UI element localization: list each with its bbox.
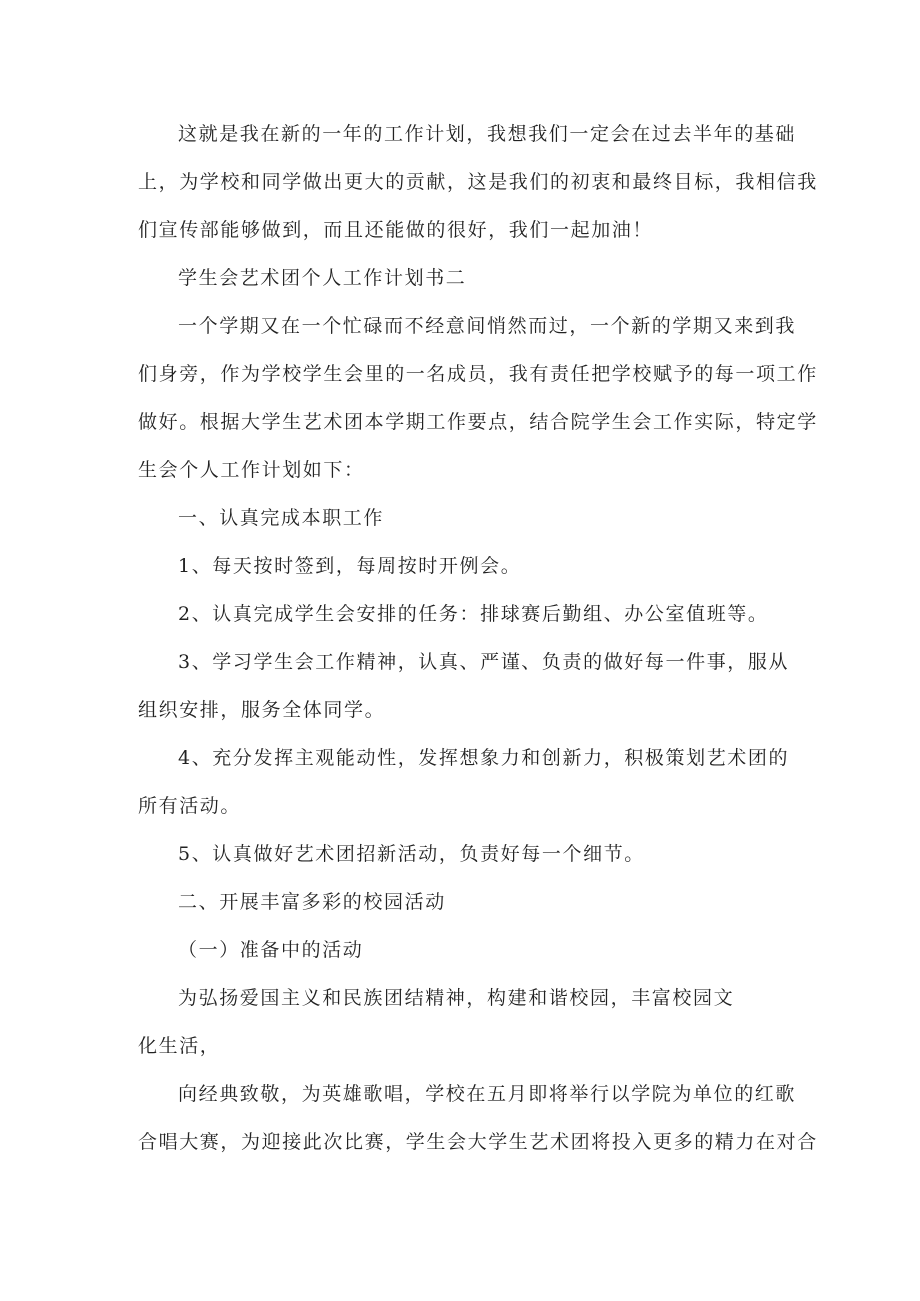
paragraph-line: 做好。根据大学生艺术团本学期工作要点，结合院学生会工作实际，特定学 bbox=[138, 411, 818, 433]
list-item-continuation: 组织安排，服务全体同学。 bbox=[138, 699, 386, 721]
section-title: 学生会艺术团个人工作计划书二 bbox=[178, 267, 467, 289]
paragraph-line: 合唱大赛，为迎接此次比赛，学生会大学生艺术团将投入更多的精力在对合 bbox=[138, 1131, 818, 1153]
list-item-continuation: 所有活动。 bbox=[138, 795, 242, 817]
list-item: 5、认真做好艺术团招新活动，负责好每一个细节。 bbox=[178, 843, 645, 865]
paragraph-line: 们身旁，作为学校学生会里的一名成员，我有责任把学校赋予的每一项工作 bbox=[138, 363, 818, 385]
paragraph-line: 向经典致敬，为英雄歌唱，学校在五月即将举行以学院为单位的红歌 bbox=[178, 1083, 797, 1105]
paragraph-line: 上，为学校和同学做出更大的贡献，这是我们的初衷和最终目标，我相信我 bbox=[138, 171, 818, 193]
heading-line: 二、开展丰富多彩的校园活动 bbox=[178, 891, 446, 913]
paragraph-line: 生会个人工作计划如下： bbox=[138, 459, 365, 481]
list-item: 1、每天按时签到，每周按时开例会。 bbox=[178, 555, 522, 577]
paragraph-line: 化生活， bbox=[138, 1035, 221, 1057]
list-item: 3、学习学生会工作精神，认真、严谨、负责的做好每一件事，服从 bbox=[178, 651, 790, 673]
paragraph-line: 这就是我在新的一年的工作计划，我想我们一定会在过去半年的基础 bbox=[178, 123, 797, 145]
paragraph-line: 一个学期又在一个忙碌而不经意间悄然而过，一个新的学期又来到我 bbox=[178, 315, 797, 337]
list-item: 4、充分发挥主观能动性，发挥想象力和创新力，积极策划艺术团的 bbox=[178, 747, 790, 769]
subheading-line: （一）准备中的活动 bbox=[178, 939, 364, 961]
paragraph-line: 为弘扬爱国主义和民族团结精神，构建和谐校园，丰富校园文 bbox=[178, 987, 735, 1009]
heading-line: 一、认真完成本职工作 bbox=[178, 507, 385, 529]
paragraph-line: 们宣传部能够做到，而且还能做的很好，我们一起加油！ bbox=[138, 219, 654, 241]
list-item: 2、认真完成学生会安排的任务：排球赛后勤组、办公室值班等。 bbox=[178, 603, 769, 625]
